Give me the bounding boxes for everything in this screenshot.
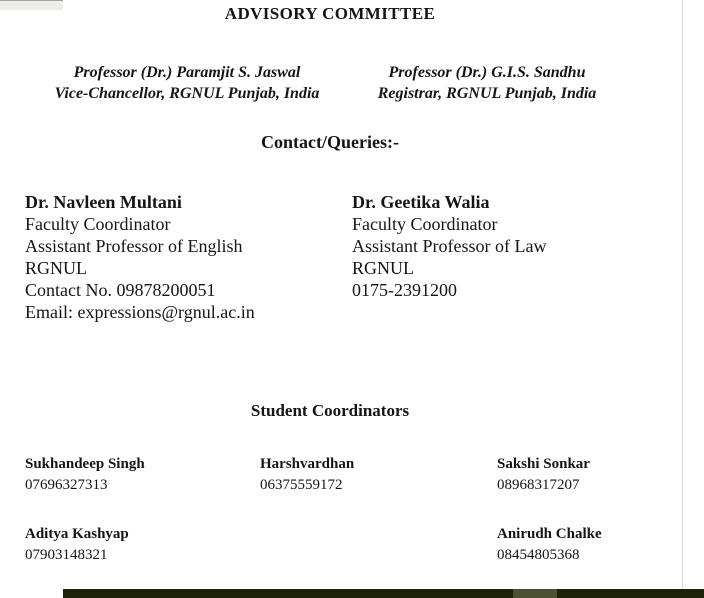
contact-queries-heading: Contact/Queries:- bbox=[261, 132, 399, 152]
advisor-block-vice-chancellor bbox=[20, 62, 354, 104]
contact-line: Assistant Professor of Law bbox=[352, 236, 547, 256]
contact-email-line: Email: expressions@rgnul.ac.in bbox=[25, 302, 255, 322]
student-name: Sukhandeep Singh bbox=[25, 456, 145, 472]
horizontal-scrollbar-track[interactable] bbox=[63, 589, 513, 598]
student-coordinator bbox=[25, 524, 129, 566]
contact-phone-line: 0175-2391200 bbox=[352, 280, 457, 300]
student-phone: 08968317207 bbox=[497, 477, 580, 493]
contact-line: RGNUL bbox=[352, 258, 414, 278]
contact-block-geetika-walia bbox=[352, 191, 546, 301]
horizontal-scrollbar-thumb[interactable] bbox=[513, 589, 557, 598]
page-title: ADVISORY COMMITTEE bbox=[224, 4, 436, 23]
student-phone: 08454805368 bbox=[497, 547, 580, 563]
contact-line: Faculty Coordinator bbox=[352, 214, 498, 234]
contact-name: Dr. Geetika Walia bbox=[352, 192, 490, 212]
student-coordinator bbox=[25, 454, 145, 496]
student-name: Sakshi Sonkar bbox=[497, 456, 590, 472]
student-coordinator bbox=[260, 454, 354, 496]
advisor-role: Registrar, RGNUL Punjab, India bbox=[377, 85, 597, 102]
scrollbar-corner bbox=[0, 0, 63, 10]
student-phone: 07903148321 bbox=[25, 547, 108, 563]
horizontal-scrollbar-track[interactable] bbox=[557, 589, 704, 598]
page-edge-divider bbox=[682, 0, 683, 589]
student-coordinator bbox=[497, 454, 590, 496]
student-name: Harshvardhan bbox=[260, 456, 355, 472]
advisor-role: Vice-Chancellor, RGNUL Punjab, India bbox=[54, 85, 320, 102]
student-coordinator bbox=[497, 524, 602, 566]
advisor-block-registrar bbox=[360, 62, 614, 104]
student-name: Anirudh Chalke bbox=[497, 526, 602, 542]
contact-line: Faculty Coordinator bbox=[25, 214, 171, 234]
contact-block-navleen-multani bbox=[25, 191, 255, 323]
advisor-name: Professor (Dr.) G.I.S. Sandhu bbox=[388, 64, 586, 81]
student-name: Aditya Kashyap bbox=[25, 526, 129, 542]
contact-phone-line: Contact No. 09878200051 bbox=[25, 280, 216, 300]
student-phone: 07696327313 bbox=[25, 477, 108, 493]
student-phone: 06375559172 bbox=[260, 477, 343, 493]
contact-line: Assistant Professor of English bbox=[25, 236, 243, 256]
contact-name: Dr. Navleen Multani bbox=[25, 192, 182, 212]
advisor-name: Professor (Dr.) Paramjit S. Jaswal bbox=[73, 64, 301, 81]
contact-line: RGNUL bbox=[25, 258, 87, 278]
student-coordinators-heading: Student Coordinators bbox=[250, 401, 410, 420]
